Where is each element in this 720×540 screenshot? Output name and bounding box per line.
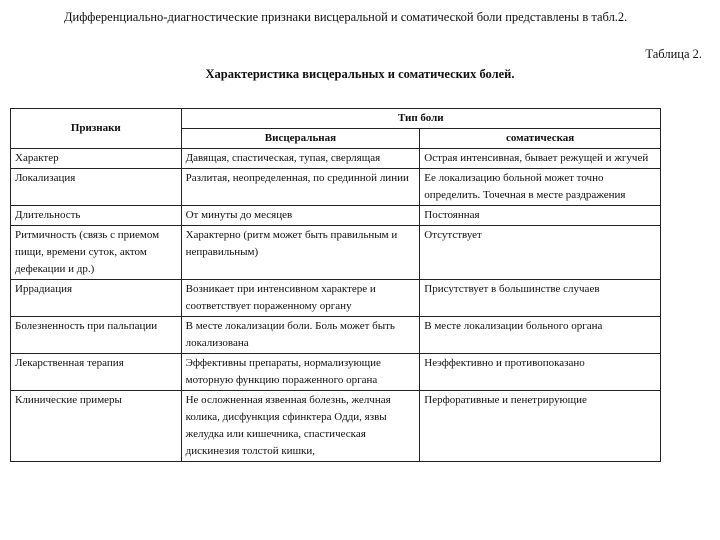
table-row [11,226,661,280]
row-visceral: Не осложненная язвенная болезнь, желчная колика, дисфункция сфинктера Одди, язвы желудка или кишечника, спастическая дискинезия толстой кишки, [181,391,420,462]
intro-paragraph: Дифференциально-диагностические признаки висцеральной и соматической боли представлены в табл.2. [64,10,628,24]
row-visceral: От минуты до месяцев [181,206,420,226]
header-pain-type: Тип боли [181,109,660,129]
row-visceral: Возникает при интенсивном характере и соответствует пораженному органу [181,280,420,317]
row-somatic: Перфоративные и пенетрирующие [420,391,661,462]
row-sign: Иррадиация [11,280,182,317]
row-visceral: Разлитая, неопределенная, по срединной линии [181,169,420,206]
row-somatic: Отсутствует [420,226,661,280]
row-somatic: Неэффективно и противопоказано [420,354,661,391]
row-sign: Локализация [11,169,182,206]
table-row [11,317,661,354]
row-sign: Длительность [11,206,182,226]
row-sign: Ритмичность (связь с приемом пищи, времени суток, актом дефекации и др.) [11,226,182,280]
row-somatic: Острая интенсивная, бывает режущей и жгучей [420,149,661,169]
row-somatic: Присутствует в большинстве случаев [420,280,661,317]
table-row [11,149,661,169]
table-row [11,169,661,206]
row-visceral: Характерно (ритм может быть правильным и неправильным) [181,226,420,280]
header-visceral: Висцеральная [181,129,420,149]
table-number: Таблица 2. [645,47,702,61]
row-visceral: Эффективны препараты, нормализующие моторную функцию пораженного органа [181,354,420,391]
row-somatic: Постоянная [420,206,661,226]
row-visceral: Давящая, спастическая, тупая, сверлящая [181,149,420,169]
row-sign: Характер [11,149,182,169]
row-visceral: В месте локализации боли. Боль может быть локализована [181,317,420,354]
row-somatic: Ее локализацию больной может точно определить. Точечная в месте раздражения [420,169,661,206]
table-row [11,354,661,391]
row-somatic: В месте локализации больного органа [420,317,661,354]
header-somatic: соматическая [420,129,661,149]
header-signs: Признаки [11,109,182,149]
row-sign: Клинические примеры [11,391,182,462]
table-row [11,280,661,317]
pain-characteristics-table [10,108,661,462]
table-row [11,206,661,226]
row-sign: Болезненность при пальпации [11,317,182,354]
row-sign: Лекарственная терапия [11,354,182,391]
header-row [11,109,661,129]
table-caption: Характеристика висцеральных и соматических болей. [205,67,515,81]
table-row [11,391,661,462]
